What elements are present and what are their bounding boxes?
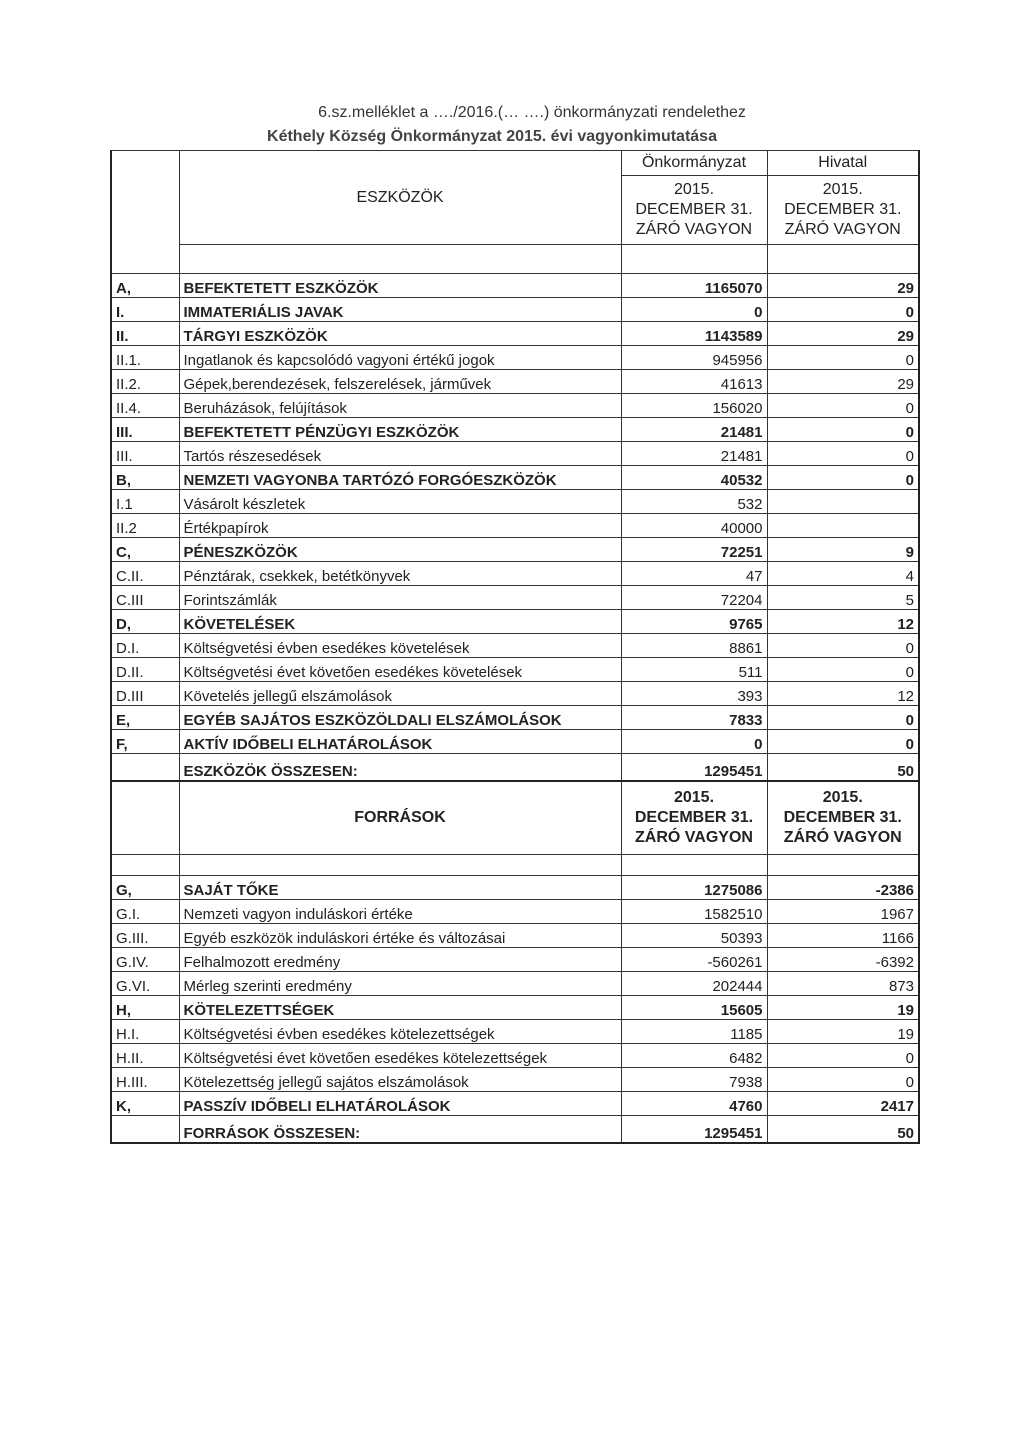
row-code: C.III [111,586,179,610]
row-code: G.IV. [111,948,179,972]
row-code: II. [111,322,179,346]
row-code: B, [111,466,179,490]
period-year: 2015. [822,789,863,806]
row-value-hivatal: 0 [767,442,919,466]
row-code: C, [111,538,179,562]
table-row [111,514,919,538]
row-code: II.2 [111,514,179,538]
row-value-hivatal: 0 [767,466,919,490]
row-value-hivatal: 19 [767,1020,919,1044]
row-name: Költségvetési évet követően esedékes követelések [179,658,621,682]
document-reference: 6.sz.melléklet a …./2016.(… ….) önkormányzati rendelethez [318,104,746,121]
row-value-hivatal [767,490,919,514]
row-name: NEMZETI VAGYONBA TARTÓZÓ FORGÓESZKÖZÖK [179,466,621,490]
row-code: I.1 [111,490,179,514]
row-code: E, [111,706,179,730]
liabilities-header-row [111,781,919,855]
table-row [111,682,919,706]
period-label: ZÁRÓ VAGYON [635,221,753,238]
row-code: I. [111,298,179,322]
row-code: II.2. [111,370,179,394]
row-name: KÖTELEZETTSÉGEK [179,996,621,1020]
row-name: EGYÉB SAJÁTOS ESZKÖZÖLDALI ELSZÁMOLÁSOK [179,706,621,730]
row-value-onkormanyzat: 1165070 [621,274,767,298]
row-value-hivatal: 1166 [767,924,919,948]
row-name: IMMATERIÁLIS JAVAK [179,298,621,322]
row-name: Pénztárak, csekkek, betétkönyvek [179,562,621,586]
row-name: Vásárolt készletek [179,490,621,514]
period-year: 2015. [673,181,715,198]
table-row [111,1020,919,1044]
row-value-hivatal: 29 [767,370,919,394]
row-value-onkormanyzat: 72204 [621,586,767,610]
row-value-hivatal: 12 [767,682,919,706]
row-value-onkormanyzat: 7833 [621,706,767,730]
table-row [111,706,919,730]
row-code: G, [111,876,179,900]
row-name: Ingatlanok és kapcsolódó vagyoni értékű jogok [179,346,621,370]
row-value-hivatal: 9 [767,538,919,562]
row-value-onkormanyzat: 1582510 [621,900,767,924]
row-code: D.III [111,682,179,706]
row-name: PÉNESZKÖZÖK [179,538,621,562]
row-value-hivatal: 0 [767,1068,919,1092]
table-row [111,394,919,418]
row-name: KÖVETELÉSEK [179,610,621,634]
row-code: H.III. [111,1068,179,1092]
row-name: Gépek,berendezések, felszerelések, járművek [179,370,621,394]
row-name: AKTÍV IDŐBELI ELHATÁROLÁSOK [179,730,621,754]
header-spacer-row [111,245,919,274]
row-value-onkormanyzat: 4760 [621,1092,767,1116]
table-row [111,1068,919,1092]
row-value-onkormanyzat: 41613 [621,370,767,394]
row-value-hivatal: 0 [767,706,919,730]
row-name: Költségvetési évet követően esedékes kötelezettségek [179,1044,621,1068]
col1-owner: Önkormányzat [621,151,767,176]
row-name: PASSZÍV IDŐBELI ELHATÁROLÁSOK [179,1092,621,1116]
row-code: G.VI. [111,972,179,996]
row-value-hivatal: 0 [767,730,919,754]
row-code: H, [111,996,179,1020]
row-value-onkormanyzat: 0 [621,730,767,754]
asset-statement-table [110,150,920,1144]
row-code: G.III. [111,924,179,948]
table-row [111,900,919,924]
period-date: DECEMBER 31. [784,201,902,218]
row-name: Beruházások, felújítások [179,394,621,418]
document-title: Kéthely Község Önkormányzat 2015. évi vagyonkimutatása [267,128,717,145]
table-row [111,322,919,346]
total-row [111,754,919,782]
table-row [111,996,919,1020]
row-value-onkormanyzat: 7938 [621,1068,767,1092]
total-value-onkormanyzat: 1295451 [621,1116,767,1144]
row-name: TÁRGYI ESZKÖZÖK [179,322,621,346]
assets-heading: ESZKÖZÖK [179,151,621,245]
col2-owner: Hivatal [767,151,919,176]
row-value-onkormanyzat: 202444 [621,972,767,996]
row-value-hivatal: 0 [767,346,919,370]
total-value-onkormanyzat: 1295451 [621,754,767,782]
table-row [111,274,919,298]
table-row [111,634,919,658]
row-value-onkormanyzat: 1185 [621,1020,767,1044]
table-row [111,586,919,610]
table-row [111,538,919,562]
row-value-onkormanyzat: 6482 [621,1044,767,1068]
row-code: D.II. [111,658,179,682]
table-row [111,972,919,996]
row-value-hivatal: 1967 [767,900,919,924]
row-code: H.II. [111,1044,179,1068]
row-code: III. [111,442,179,466]
col1-period-liabilities [621,781,767,855]
row-name: BEFEKTETETT PÉNZÜGYI ESZKÖZÖK [179,418,621,442]
row-value-onkormanyzat: 532 [621,490,767,514]
table-row [111,610,919,634]
total-label: FORRÁSOK ÖSSZESEN: [179,1116,621,1144]
row-value-onkormanyzat: 8861 [621,634,767,658]
row-name: Értékpapírok [179,514,621,538]
row-value-hivatal: -2386 [767,876,919,900]
row-value-hivatal: 0 [767,394,919,418]
row-value-hivatal: 0 [767,658,919,682]
table-row [111,490,919,514]
period-year: 2015. [673,789,715,806]
row-name: Költségvetési évben esedékes kötelezettségek [179,1020,621,1044]
table-row [111,466,919,490]
row-value-onkormanyzat: 40000 [621,514,767,538]
col2-period [767,176,919,245]
total-value-hivatal: 50 [767,1116,919,1144]
col1-period [621,176,767,245]
total-row [111,1116,919,1144]
table-row [111,370,919,394]
period-date: DECEMBER 31. [783,809,902,826]
period-date: DECEMBER 31. [635,201,753,218]
row-code: G.I. [111,900,179,924]
row-value-hivatal: 12 [767,610,919,634]
table-row [111,730,919,754]
row-value-hivatal: 5 [767,586,919,610]
row-value-onkormanyzat: -560261 [621,948,767,972]
period-date: DECEMBER 31. [634,809,754,826]
total-value-hivatal: 50 [767,754,919,782]
row-value-hivatal: 0 [767,1044,919,1068]
row-name: BEFEKTETETT ESZKÖZÖK [179,274,621,298]
table-row [111,1092,919,1116]
column-owner-header-row [111,151,919,176]
row-code: F, [111,730,179,754]
row-value-onkormanyzat: 72251 [621,538,767,562]
period-label: ZÁRÓ VAGYON [783,829,902,846]
liabilities-heading: FORRÁSOK [179,781,621,855]
total-label: ESZKÖZÖK ÖSSZESEN: [179,754,621,782]
table-row [111,298,919,322]
row-value-onkormanyzat: 47 [621,562,767,586]
row-value-onkormanyzat: 1275086 [621,876,767,900]
row-name: Felhalmozott eredmény [179,948,621,972]
row-value-hivatal: 29 [767,322,919,346]
row-name: Kötelezettség jellegű sajátos elszámolások [179,1068,621,1092]
row-value-onkormanyzat: 21481 [621,418,767,442]
table-row [111,346,919,370]
row-name: Költségvetési évben esedékes követelések [179,634,621,658]
row-value-hivatal: 873 [767,972,919,996]
table-row [111,418,919,442]
row-value-onkormanyzat: 9765 [621,610,767,634]
table-row [111,924,919,948]
table-row [111,442,919,466]
row-value-hivatal: 0 [767,298,919,322]
table-row [111,562,919,586]
row-value-hivatal: 4 [767,562,919,586]
liabilities-spacer-row [111,855,919,876]
row-value-onkormanyzat: 40532 [621,466,767,490]
row-value-onkormanyzat: 21481 [621,442,767,466]
row-code: H.I. [111,1020,179,1044]
row-value-hivatal: 0 [767,418,919,442]
row-value-onkormanyzat: 0 [621,298,767,322]
row-code: A, [111,274,179,298]
row-value-onkormanyzat: 50393 [621,924,767,948]
row-code: C.II. [111,562,179,586]
row-value-hivatal: 2417 [767,1092,919,1116]
row-value-hivatal: 29 [767,274,919,298]
row-value-onkormanyzat: 15605 [621,996,767,1020]
period-label: ZÁRÓ VAGYON [784,221,901,238]
row-code: D.I. [111,634,179,658]
table-row [111,1044,919,1068]
row-code: II.1. [111,346,179,370]
row-name: Egyéb eszközök induláskori értéke és változásai [179,924,621,948]
row-value-hivatal [767,514,919,538]
row-value-onkormanyzat: 393 [621,682,767,706]
row-value-onkormanyzat: 511 [621,658,767,682]
row-value-hivatal: 19 [767,996,919,1020]
row-name: Forintszámlák [179,586,621,610]
period-year: 2015. [822,181,863,198]
row-name: SAJÁT TŐKE [179,876,621,900]
row-name: Mérleg szerinti eredmény [179,972,621,996]
row-code: III. [111,418,179,442]
row-value-hivatal: 0 [767,634,919,658]
row-name: Tartós részesedések [179,442,621,466]
row-value-onkormanyzat: 945956 [621,346,767,370]
row-value-hivatal: -6392 [767,948,919,972]
row-code: II.4. [111,394,179,418]
row-code: K, [111,1092,179,1116]
row-name: Követelés jellegű elszámolások [179,682,621,706]
row-name: Nemzeti vagyon induláskori értéke [179,900,621,924]
period-label: ZÁRÓ VAGYON [635,829,753,846]
table-row [111,658,919,682]
table-row [111,876,919,900]
row-value-onkormanyzat: 156020 [621,394,767,418]
col2-period-liabilities [767,781,919,855]
row-value-onkormanyzat: 1143589 [621,322,767,346]
row-code: D, [111,610,179,634]
table-row [111,948,919,972]
